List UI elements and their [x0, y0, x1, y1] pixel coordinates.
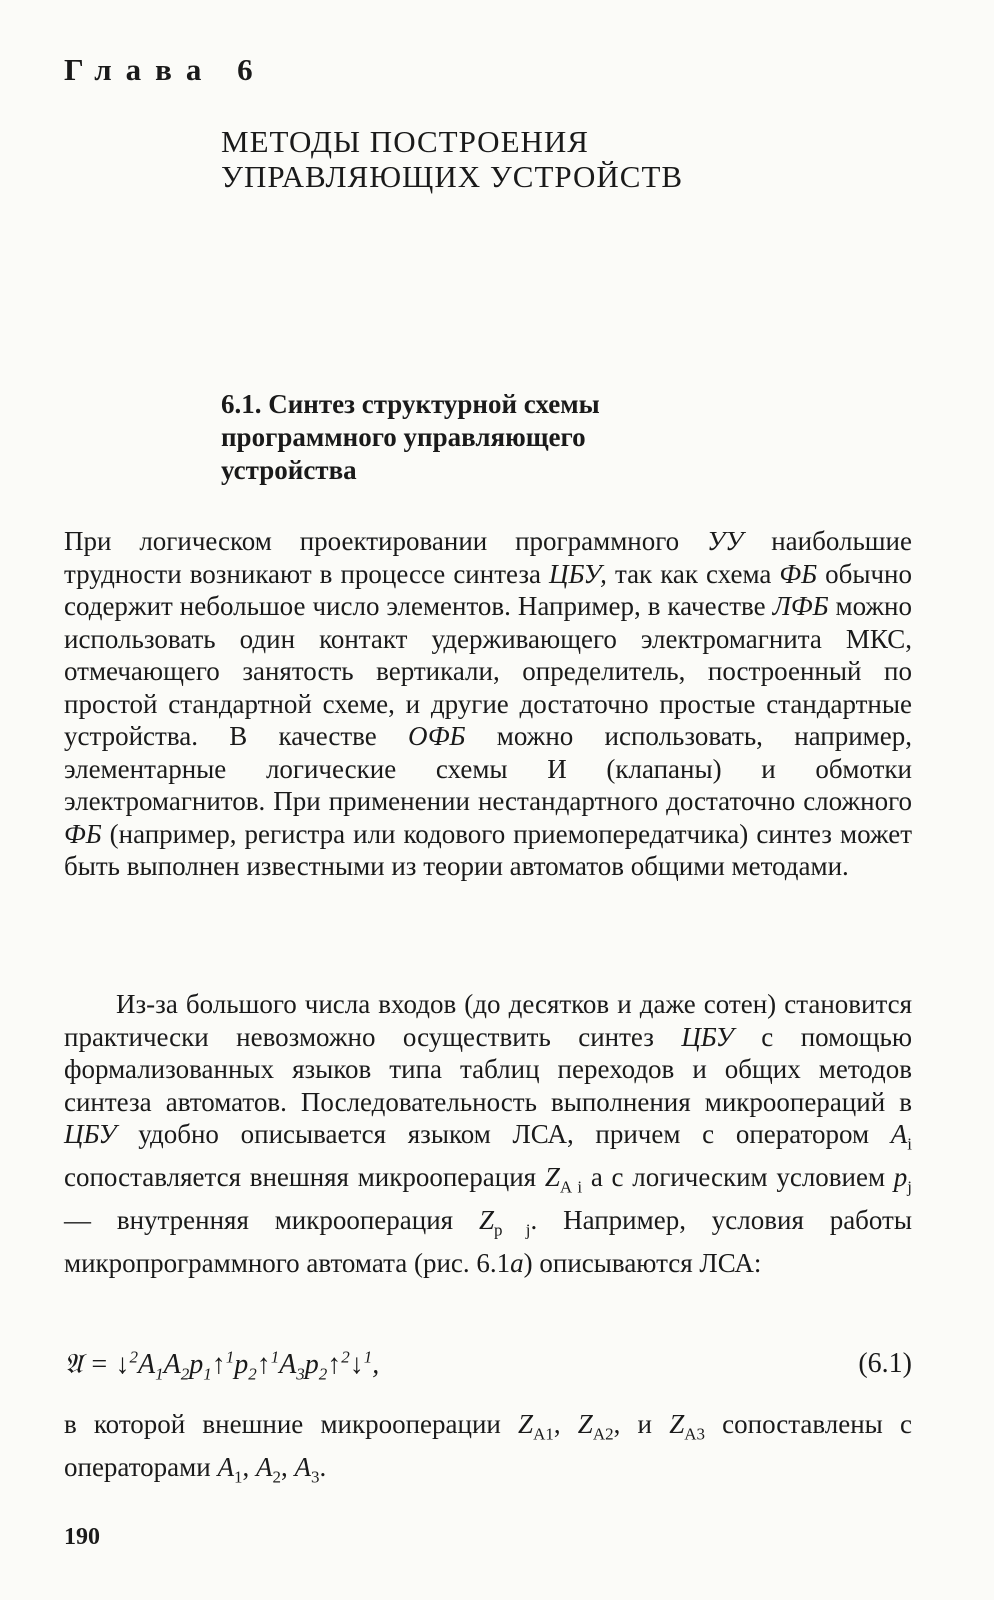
chapter-title-line: УПРАВЛЯЮЩИХ УСТРОЙСТВ [221, 159, 684, 194]
section-title [221, 388, 781, 487]
section-title-line: 6.1. Синтез структурной схемы [221, 389, 600, 419]
chapter-heading: Глава 6 [64, 52, 267, 87]
section-title-line: устройства [221, 455, 357, 485]
paragraph-1: При логическом проектировании программного УУ наибольшие трудности возникают в процессе синтеза ЦБУ, так как схема ФБ обычно содержит небольшое число элементов. Например, в качестве ЛФБ можно использовать один контакт удерживающего электромагнита МКС, отмечающего занятость вертикали, определитель, построенный по простой стандартной схеме, и другие достаточно простые стандартные устройства. В качестве ОФБ можно использовать, например, элементарные логические схемы И (клапаны) и обмотки электромагнитов. При применении нестандартного достаточно сложного ФБ (например, регистра или кодового приемопередатчика) синтез может быть выполнен известными из теории автоматов общими методами. [64, 526, 913, 881]
paragraph-2: Из-за большого числа входов (до десятков и даже сотен) становится практически невозможно осуществить синтез ЦБУ с помощью формализованных языков типа таблиц переходов и общих методов синтеза автоматов. Последовательность выполнения микроопераций в ЦБУ удобно описывается языком ЛСА, причем с оператором $A_i$ сопоставляется внешняя микрооперация $Z_{A i}$ а с логическим условием $p_j$ — внутренняя микрооперация $Z_{p j}$. Например, условия работы микропрограммного автомата (рис. 6.1а) описываются ЛСА: [64, 989, 913, 1278]
paragraph-3: в которой внешние микрооперации $Z_{A1}$, $Z_{A2}$, и $Z_{A3}$ сопоставлены с операторами $A_1$, $A_2$, $A_3$. [64, 1409, 912, 1487]
chapter-title-line: МЕТОДЫ ПОСТРОЕНИЯ [221, 124, 589, 159]
section-title-line: программного управляющего [221, 422, 586, 452]
formula-6-1 [64, 1348, 912, 1385]
page-number: 190 [64, 1524, 100, 1550]
equation-number: (6.1) [858, 1348, 912, 1379]
formula-expression: 𝔄 = $↓^2A_1A_2p_1↑^1p_2↑^1A_3p_2↑^2↓^1$, [64, 1348, 380, 1384]
chapter-title [221, 124, 683, 194]
